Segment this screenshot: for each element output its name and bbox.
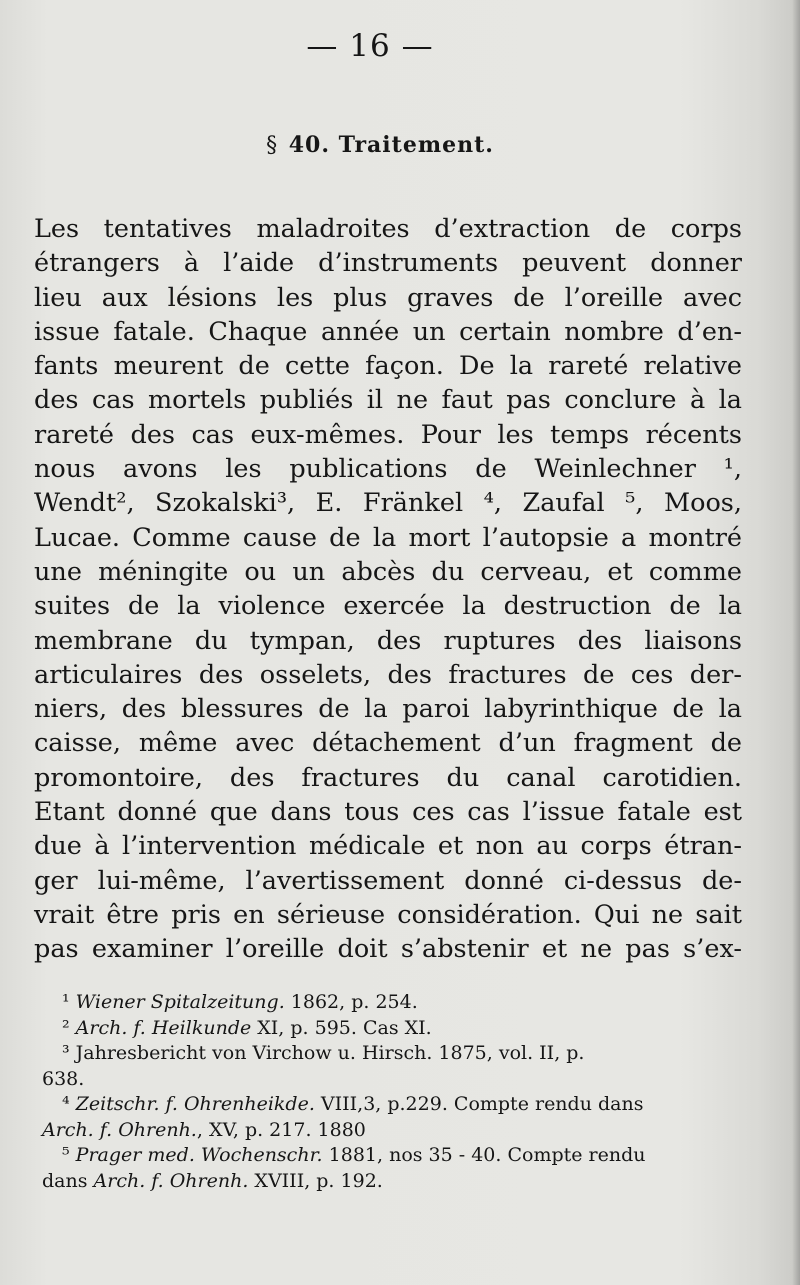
- footnote-text: XI, p. 595. Cas XI.: [251, 1016, 432, 1039]
- text-line: niers, des blessures de la paroi labyrinthique de la: [34, 694, 742, 725]
- text-line: lieu aux lésions les plus graves de l’oreille avec: [34, 282, 742, 313]
- footnote-source: Prager med. Wochenschr.: [75, 1144, 323, 1166]
- text-line: articulaires des osselets, des fractures de ces der-: [34, 659, 742, 690]
- footnote-3-continuation: 638.: [42, 1067, 85, 1090]
- text-line: promontoire, des fractures du canal carotidien.: [34, 762, 742, 793]
- footnote-mark: ³: [62, 1042, 70, 1064]
- footnote-4: [42, 1092, 750, 1118]
- footnote-source: Zeitschr. f. Ohrenheikde.: [75, 1093, 315, 1115]
- page-edge-shadow: [792, 0, 800, 1285]
- footnote-source: Arch. f. Ohrenh.: [93, 1169, 249, 1192]
- footnote-text: , XV, p. 217. 1880: [196, 1118, 366, 1141]
- footnote-2: [42, 1016, 750, 1042]
- text-line: pas examiner l’oreille doit s’abstenir et ne pas s’ex-: [34, 934, 742, 965]
- footnote-5: [42, 1143, 750, 1169]
- text-line: ger lui-même, l’avertissement donné ci-dessus de-: [34, 865, 742, 896]
- footnote-text: XVIII, p. 192.: [248, 1169, 383, 1192]
- text-line: fants meurent de cette façon. De la rareté relative: [34, 351, 742, 382]
- text-line: Les tentatives maladroites d’extraction de corps: [34, 214, 742, 244]
- text-line: caisse, même avec détachement d’un fragment de: [34, 728, 742, 759]
- footnote-5-continuation: [42, 1169, 750, 1195]
- footnote-text: Jahresbericht von Virchow u. Hirsch. 1875, vol. II, p.: [75, 1042, 585, 1064]
- footnote-text: VIII,3, p.229. Compte rendu dans: [314, 1093, 644, 1115]
- footnote-1: [42, 990, 750, 1016]
- footnote-mark: ⁵: [62, 1144, 70, 1166]
- text-line: Wendt², Szokalski³, E. Fränkel ⁴, Zaufal ⁵, Moos,: [34, 488, 742, 519]
- section-heading: [0, 132, 760, 158]
- text-line: issue fatale. Chaque année un certain nombre d’en-: [34, 316, 742, 347]
- footnote-mark: ⁴: [62, 1093, 70, 1115]
- text-line: membrane du tympan, des ruptures des liaisons: [34, 625, 742, 656]
- text-line: des cas mortels publiés il ne faut pas conclure à la: [34, 385, 742, 416]
- footnote-3: [42, 1041, 750, 1067]
- section-sign: §: [266, 133, 279, 158]
- footnote-mark: ¹: [62, 991, 70, 1013]
- text-line: rareté des cas eux-mêmes. Pour les temps récents: [34, 419, 742, 450]
- footnote-mark: ²: [62, 1016, 70, 1039]
- text-line: une méningite ou un abcès du cerveau, et comme: [34, 556, 742, 587]
- text-line: vrait être pris en sérieuse considération. Qui ne sait: [34, 899, 742, 930]
- text-line: étrangers à l’aide d’instruments peuvent donner: [34, 248, 742, 279]
- footnote-source: Arch. f. Ohrenh.: [42, 1118, 197, 1141]
- body-paragraph: [34, 212, 742, 967]
- footnote-source: Arch. f. Heilkunde: [75, 1016, 252, 1039]
- footnote-text: 1881, nos 35 - 40. Compte rendu: [322, 1144, 646, 1166]
- text-line: Lucae. Comme cause de la mort l’autopsie a montré: [34, 522, 742, 553]
- footnote-source: Wiener Spitalzeitung.: [75, 991, 285, 1013]
- footnote-text: 1862, p. 254.: [284, 991, 418, 1013]
- footnotes: [42, 990, 750, 1194]
- text-line: due à l’intervention médicale et non au corps étran-: [34, 831, 742, 862]
- footnote-text: dans: [42, 1169, 94, 1192]
- section-title-text: 40. Traitement.: [288, 132, 494, 158]
- text-line: Etant donné que dans tous ces cas l’issue fatale est: [34, 797, 742, 828]
- text-line: suites de la violence exercée la destruction de la: [34, 591, 742, 622]
- text-line: nous avons les publications de Weinlechner ¹,: [34, 454, 742, 485]
- footnote-4-continuation: [42, 1118, 750, 1144]
- page-number: — 16 —: [306, 28, 434, 64]
